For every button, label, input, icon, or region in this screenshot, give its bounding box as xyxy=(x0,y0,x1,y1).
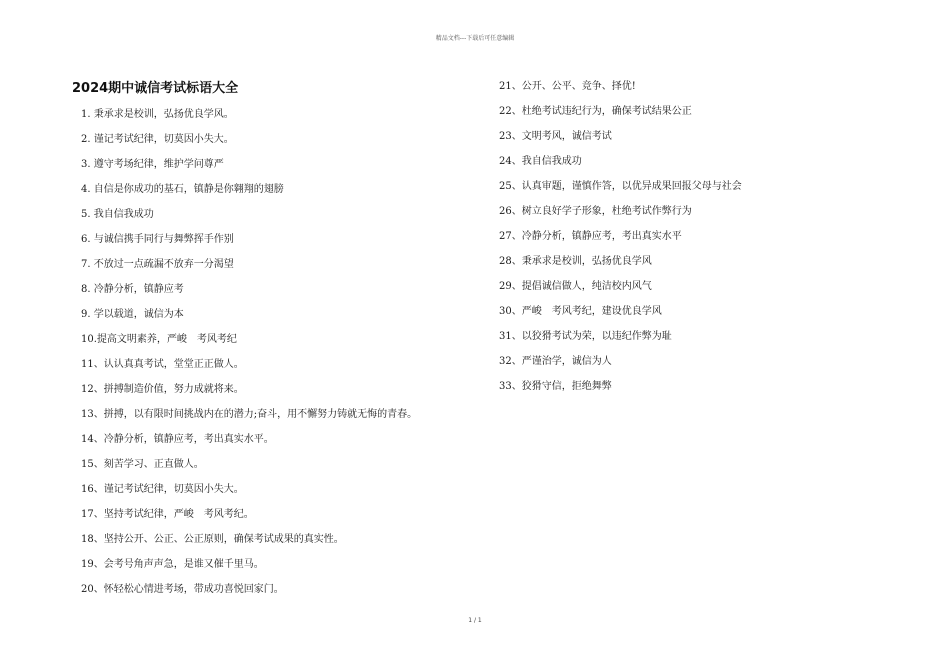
list-item: 31、以狡猾考试为荣，以违纪作弊为耻 xyxy=(499,331,672,342)
list-item: 9. 学以载道，诚信为本 xyxy=(81,309,184,320)
list-item: 27、冷静分析，镇静应考，考出真实水平 xyxy=(499,231,682,242)
list-item: 5. 我自信我成功 xyxy=(81,209,154,220)
list-item: 18、坚持公开、公正、公正原则，确保考试成果的真实性。 xyxy=(81,534,344,545)
slogan-list-left xyxy=(81,102,417,602)
list-item: 22、杜绝考试违纪行为，确保考试结果公正 xyxy=(499,106,692,117)
list-item: 13、拼搏，以有限时间挑战内在的潜力;奋斗，用不懈努力铸就无悔的青春。 xyxy=(81,409,418,420)
list-item: 8. 冷静分析，镇静应考 xyxy=(81,284,184,295)
list-item: 2. 谨记考试纪律，切莫因小失大。 xyxy=(81,134,234,145)
list-item: 12、拼搏制造价值，努力成就将来。 xyxy=(81,384,244,395)
list-item: 24、我自信我成功 xyxy=(499,156,582,167)
list-item: 32、严谨治学，诚信为人 xyxy=(499,356,612,367)
list-item: 16、谨记考试纪律，切莫因小失大。 xyxy=(81,484,244,495)
list-item: 28、秉承求是校训，弘扬优良学风 xyxy=(499,256,652,267)
list-item: 14、冷静分析，镇静应考，考出真实水平。 xyxy=(81,434,274,445)
list-item: 30、严峻 考风考纪，建设优良学风 xyxy=(499,306,662,317)
list-item: 15、刻苦学习、正直做人。 xyxy=(81,459,204,470)
list-item: 17、坚持考试纪律，严峻 考风考纪。 xyxy=(81,509,254,520)
list-item: 11、认认真真考试，堂堂正正做人。 xyxy=(81,359,244,370)
list-item: 6. 与诚信携手同行与舞弊挥手作别 xyxy=(81,234,234,245)
list-item: 21、公开、公平、竞争、择优! xyxy=(499,81,636,92)
page-header-note: 精品文档---下载后可任意编辑 xyxy=(435,35,515,42)
list-item: 29、提倡诚信做人，纯洁校内风气 xyxy=(499,281,652,292)
list-item: 3. 遵守考场纪律，维护学问尊严 xyxy=(81,159,224,170)
list-item: 10.提高文明素养，严峻 考风考纪 xyxy=(81,334,237,345)
list-item: 1. 秉承求是校训，弘扬优良学风。 xyxy=(81,109,234,120)
list-item: 33、狡猾守信，拒绝舞弊 xyxy=(499,381,612,392)
document-title: 2024期中诚信考试标语大全 xyxy=(72,81,239,96)
list-item: 7. 不放过一点疏漏不放弃一分渴望 xyxy=(81,259,234,270)
list-item: 26、树立良好学子形象，杜绝考试作弊行为 xyxy=(499,206,692,217)
slogan-list-right xyxy=(499,74,742,399)
list-item: 23、文明考风，诚信考试 xyxy=(499,131,612,142)
list-item: 25、认真审题，谨慎作答，以优异成果回报父母与社会 xyxy=(499,181,742,192)
list-item: 4. 自信是你成功的基石，镇静是你翱翔的翅膀 xyxy=(81,184,284,195)
page-number: 1 / 1 xyxy=(468,617,482,624)
list-item: 20、怀轻松心情进考场，带成功喜悦回家门。 xyxy=(81,584,284,595)
list-item: 19、会考号角声声急，是谁又催千里马。 xyxy=(81,559,264,570)
